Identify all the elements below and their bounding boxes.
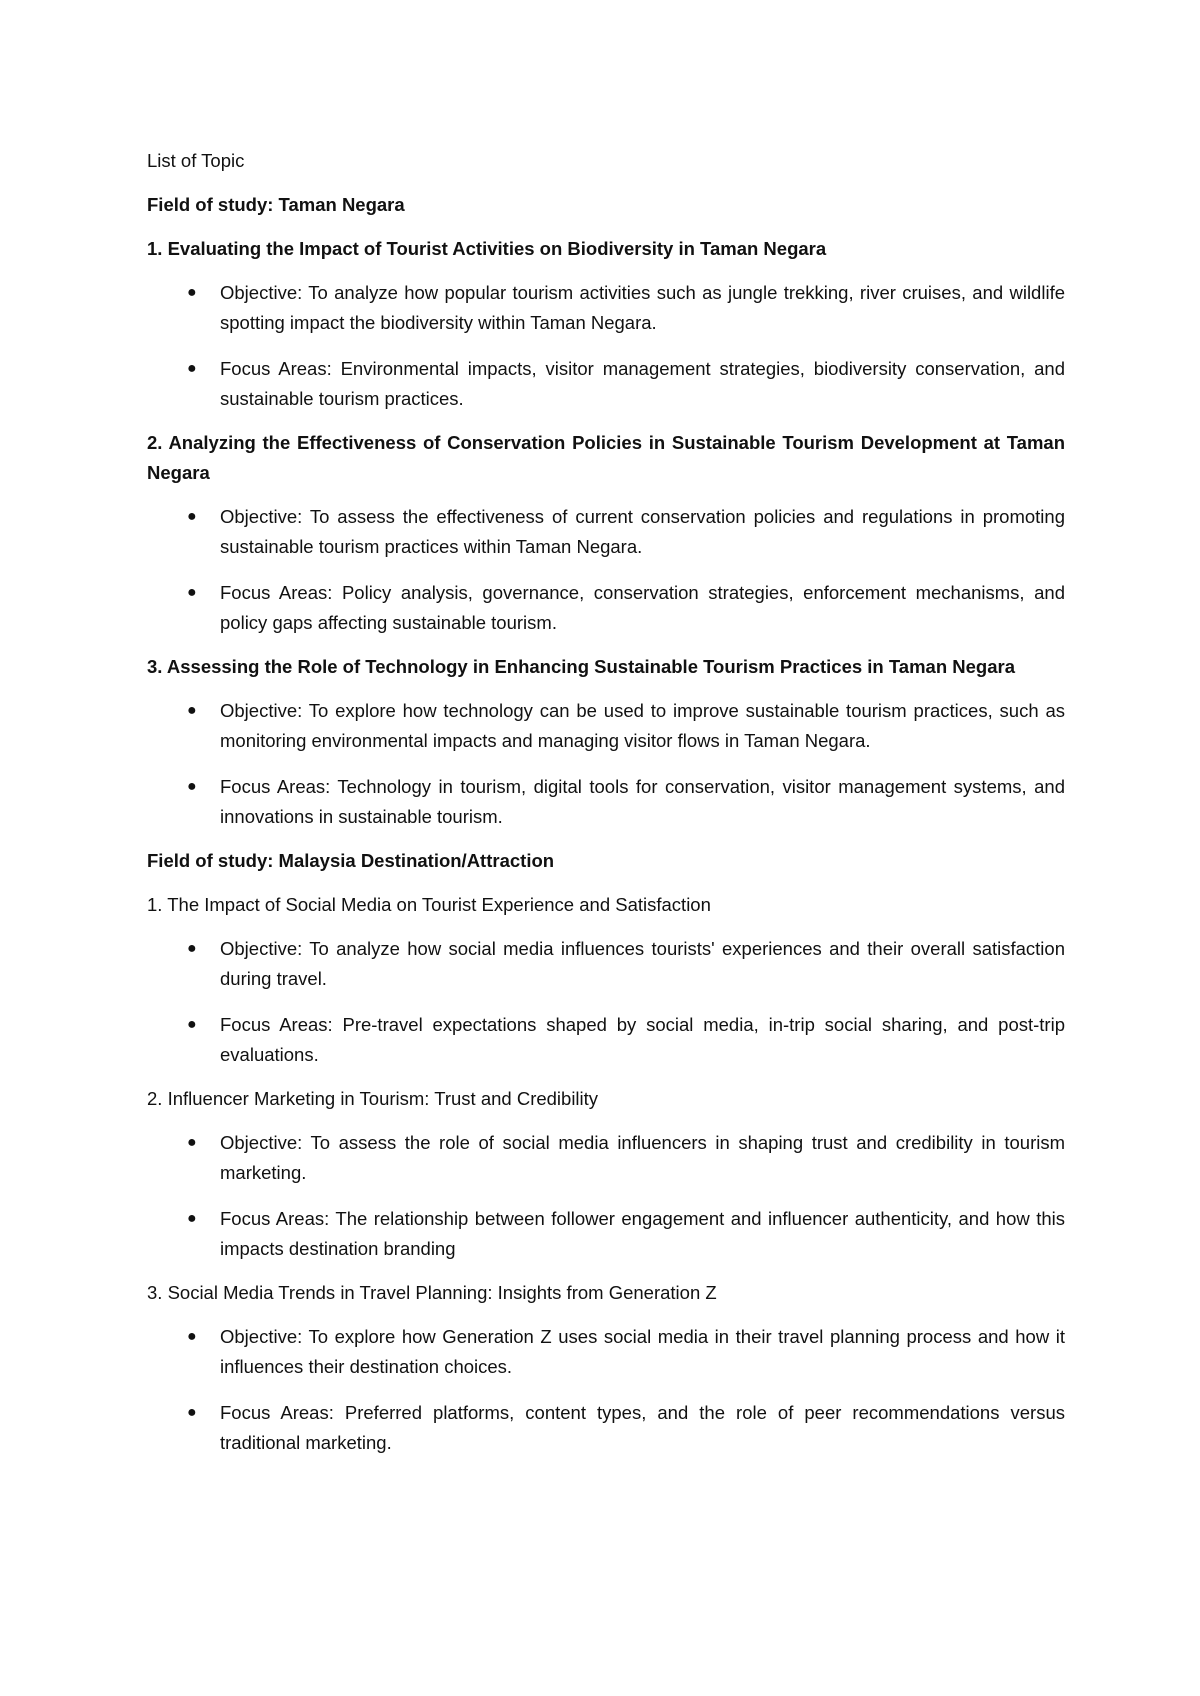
bullet-text: Focus Areas: Technology in tourism, digital tools for conservation, visitor management systems, and innovations in sustainable tourism. [220,776,1065,827]
bullet-list [147,696,1065,832]
bullet-text: Objective: To explore how Generation Z uses social media in their travel planning process and how it influences their destination choices. [220,1326,1065,1377]
document-title: List of Topic [147,150,245,171]
bullet-item-focus-areas [147,1204,1065,1264]
bullet-text: Objective: To analyze how popular tourism activities such as jungle trekking, river cruises, and wildlife spotting impact the biodiversity within Taman Negara. [220,282,1065,333]
bullet-item-focus-areas [147,354,1065,414]
bullet-label: Objective: [220,506,303,527]
bullet-item-objective [147,1128,1065,1188]
bullet-text: Focus Areas: The relationship between follower engagement and influencer authenticity, and how this impacts destination branding [220,1208,1065,1259]
document-body [147,146,1065,1472]
bullet-icon: ● [187,1210,197,1227]
bullet-icon: ● [187,1404,197,1421]
bullet-item-objective [147,1322,1065,1382]
bullet-text: Objective: To assess the effectiveness of current conservation policies and regulations in promoting sustainable tourism practices within Taman Negara. [220,506,1065,557]
bullet-text: Focus Areas: Pre-travel expectations shaped by social media, in-trip social sharing, and post-trip evaluations. [220,1014,1065,1065]
topic-heading: 2. Analyzing the Effectiveness of Conservation Policies in Sustainable Tourism Development at Taman Negara [147,432,1065,483]
bullet-text: Focus Areas: Preferred platforms, content types, and the role of peer recommendations versus traditional marketing. [220,1402,1065,1453]
bullet-icon: ● [187,284,197,301]
bullet-icon: ● [187,508,197,525]
bullet-text: Objective: To analyze how social media influences tourists' experiences and their overall satisfaction during travel. [220,938,1065,989]
bullet-text: Objective: To assess the role of social media influencers in shaping trust and credibility in tourism marketing. [220,1132,1065,1183]
section-malaysia-destination [147,846,1065,1458]
topic-heading: 2. Influencer Marketing in Tourism: Trust and Credibility [147,1088,599,1109]
bullet-text: Objective: To explore how technology can be used to improve sustainable tourism practices, such as monitoring environmental impacts and managing visitor flows in Taman Negara. [220,700,1065,751]
bullet-label: Objective: [220,282,303,303]
bullet-icon: ● [187,360,197,377]
topic-heading: 1. Evaluating the Impact of Tourist Activities on Biodiversity in Taman Negara [147,238,827,259]
bullet-list [147,278,1065,414]
bullet-label: Objective: [220,1132,303,1153]
bullet-icon: ● [187,1328,197,1345]
bullet-item-objective [147,934,1065,994]
bullet-label: Objective: [220,938,303,959]
bullet-item-focus-areas [147,772,1065,832]
bullet-icon: ● [187,702,197,719]
bullet-item-focus-areas [147,1398,1065,1458]
bullet-label: Objective: [220,1326,303,1347]
bullet-icon: ● [187,778,197,795]
bullet-item-objective [147,502,1065,562]
bullet-list [147,1128,1065,1264]
bullet-icon: ● [187,940,197,957]
bullet-item-focus-areas [147,578,1065,638]
bullet-icon: ● [187,1134,197,1151]
field-of-study-heading: Field of study: Taman Negara [147,194,405,215]
section-taman-negara [147,190,1065,832]
bullet-icon: ● [187,1016,197,1033]
topic-heading: 3. Social Media Trends in Travel Planning: Insights from Generation Z [147,1282,717,1303]
bullet-icon: ● [187,584,197,601]
bullet-list [147,934,1065,1070]
topic-heading: 3. Assessing the Role of Technology in Enhancing Sustainable Tourism Practices in Taman Negara [147,656,1015,677]
bullet-item-objective [147,696,1065,756]
bullet-item-focus-areas [147,1010,1065,1070]
field-of-study-heading: Field of study: Malaysia Destination/Attraction [147,850,555,871]
bullet-text: Focus Areas: Environmental impacts, visitor management strategies, biodiversity conservation, and sustainable tourism practices. [220,358,1065,409]
bullet-label: Objective: [220,700,303,721]
bullet-text: Focus Areas: Policy analysis, governance, conservation strategies, enforcement mechanisms, and policy gaps affecting sustainable tourism. [220,582,1065,633]
bullet-list [147,1322,1065,1458]
topic-heading: 1. The Impact of Social Media on Tourist Experience and Satisfaction [147,894,711,915]
bullet-list [147,502,1065,638]
bullet-item-objective [147,278,1065,338]
